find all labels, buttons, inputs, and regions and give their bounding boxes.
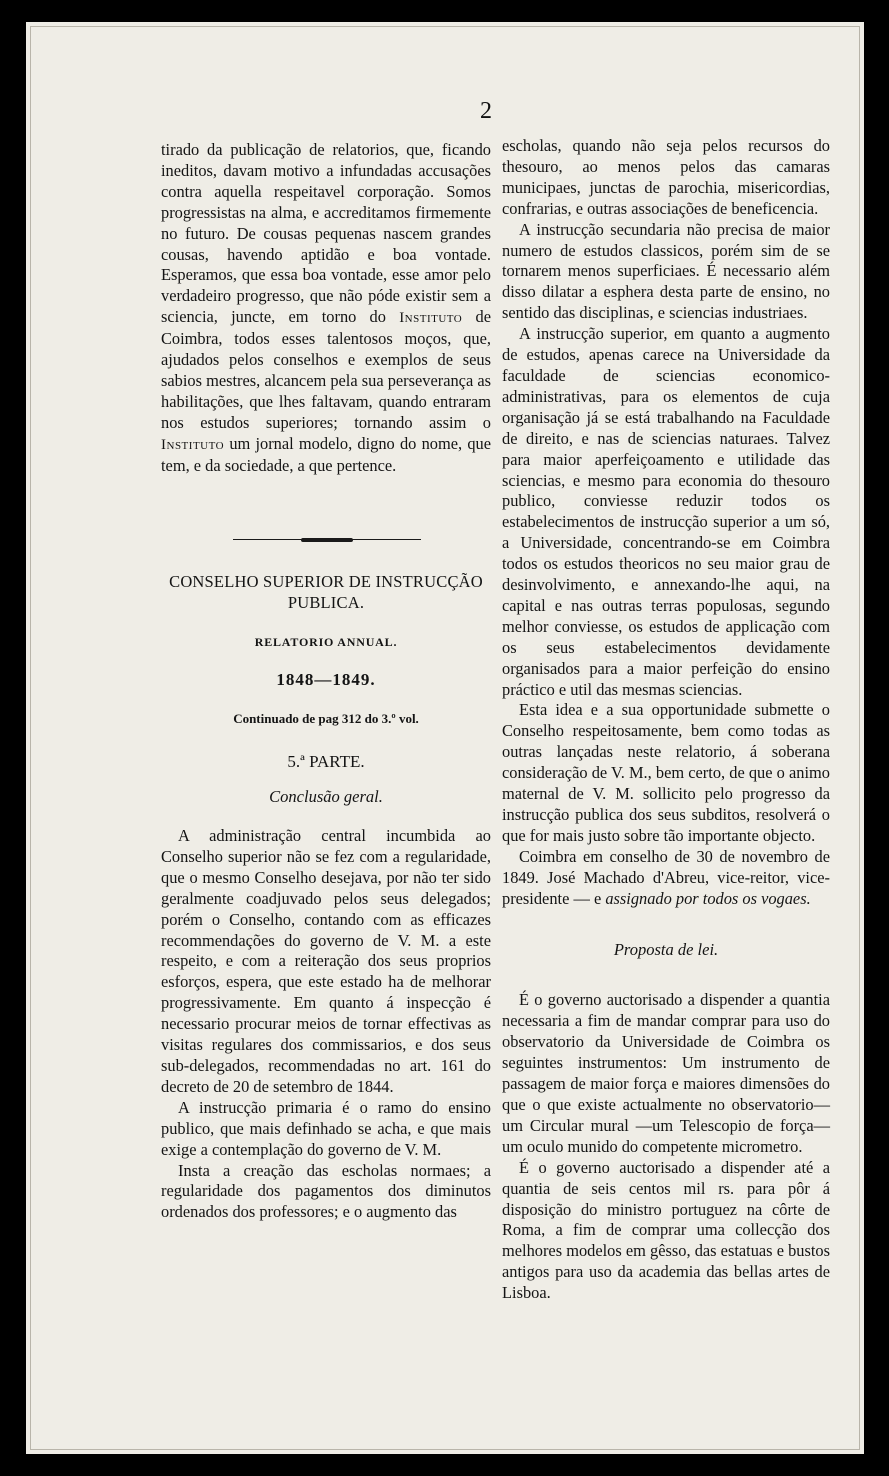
observatory-proposal: É o governo auctorisado a dispender a quantia necessaria a fim de mandar comprar para uso do observatorio da Universidade de Coimbra os seguintes instrumentos: Um instrumento de passagem de maior força e maiores dimensões do que o que existe actualmente no observatorio—um Circular mural —um Telescopio de força—um oculo munido do competente micrometro. — [502, 990, 830, 1156]
right-column — [502, 136, 830, 1304]
council-heading: CONSELHO SUPERIOR DE INSTRUCÇÃO PUBLICA. — [169, 571, 483, 612]
instituto-name: Instituto — [399, 310, 463, 327]
years-heading: 1848—1849. — [276, 670, 376, 690]
secondary-instruction-paragraph: A instrucção secundaria não precisa de maior numero de estudos classicos, porém sim de se tornarem menos superficiaes. É necessario além disso dilatar a esphera desta parte de ensino, no sentido das disciplinas, e sciencias industriaes. — [502, 219, 830, 323]
signature-note: assignado por todos os vogaes. — [605, 888, 811, 908]
submission-paragraph: Esta idea e a sua opportunidade submette o Conselho respeitosamente, bem como todas as outras lançadas neste relatorio, á soberana consideração de V. M., bem certo, de que o animo maternal de V. M. sollicito pelo progresso da instrucção publica dos seus subditos, resolverá o que for mais justo sobre tão importante objecto. — [502, 700, 830, 845]
part-heading: 5.ª PARTE. — [287, 752, 365, 772]
instituto-name: Instituto — [161, 436, 225, 453]
administration-paragraph: A administração central incumbida ao Conselho superior não se fez com a regularidade, que o mesmo Conselho desejava, por não ter sido geralmente coadjuvado pelos seus delegados; porém o Conselho, contando com as efficazes recommendações do governo de V. M. a este respeito, e com a reiteração dos seus proprios esforços, espera, que este estado ha de melhorar progressivamente. Em quanto á inspecção é necessario procurar meios de tornar effectivas as visitas regulares dos commissarios, e dos seus sub-delegados, recommendadas no art. 161 do decreto de 20 de setembro de 1844. — [161, 826, 491, 1096]
continuation-note: Continuado de pag 312 do 3.º vol. — [233, 711, 419, 727]
academy-proposal: É o governo auctorisado a dispender até a quantia de seis centos mil rs. para pôr á disposição do ministro portuguez na côrte de Roma, a fim de comprar uma collecção dos melhores modelos em gêsso, das estatuas e bustos antigos para uso da academia das bellas artes de Lisboa. — [502, 1157, 830, 1303]
proposal-heading: Proposta de lei. — [613, 939, 719, 959]
signature-paragraph: Coimbra em conselho de 30 de novembro de 1849. José Machado d'Abreu, vice-reitor, vice-presidente — e assignado por todos os vogaes. — [502, 846, 830, 908]
schools-paragraph: escholas, quando não seja pelos recursos do thesouro, ao menos pelos das camaras municipaes, junctas de parochia, misericordias, confrarias, e outras associações de beneficencia. — [502, 136, 830, 218]
conclusion-heading: Conclusão geral. — [269, 787, 383, 807]
normal-schools-paragraph: Insta a creação das escholas normaes; a regularidade dos pagamentos dos diminutos ordenados dos professores; e o augmento das — [161, 1160, 491, 1222]
intro-paragraph: tirado da publicação de relatorios, que, ficando ineditos, davam motivo a infundadas accusações contra aquella respeitavel corporação. Somos progressistas na alma, e accreditamos firmemente no futuro. De cousas pequenas nascem grandes cousas, havendo aptidão e boa vontade. Esperamos, que essa boa vontade, esse amor pelo verdadeiro progresso, que não póde existir sem a sciencia, juncte, em torno do Instituto de Coimbra, todos esses talentosos moços, que, ajudados pelos conselhos e exemplos de seus sabios mestres, alcancem pela sua perseverança as habilitações, que lhes faltavam, quando entraram nos estudos superiores; tornando assim o Instituto um jornal modelo, digno do nome, que tem, e da sociedade, a que pertence. — [161, 140, 491, 475]
left-column — [161, 140, 491, 1223]
report-heading: RELATORIO ANNUAL. — [254, 634, 398, 649]
document-page — [26, 22, 864, 1454]
primary-instruction-paragraph: A instrucção primaria é o ramo do ensino publico, que mais definhado se acha, e que mais exige a contemplação do governo de V. M. — [161, 1097, 491, 1159]
superior-instruction-paragraph: A instrucção superior, em quanto a augmento de estudos, apenas carece na Universidade da faculdade de sciencias economico-administrativas, para os elementos de cuja organisação já se está trabalhando na Faculdade de direito, e nas de sciencias naturaes. Talvez para maior aperfeiçoamento e utilidade das sciencias, e mesmo para economia do thesouro publico, conviesse reduzir todos os estabelecimentos de instrucção superior a um só, a Universidade, concentrando-se em Coimbra todos os estudos theoricos no seu maior grau de desinvolvimento, e annexando-lhe aqui, na capital e nas outras terras populosas, segundo melhor conviesse, os estudos de applicação com os seus estabelecimentos devidamente organisados para a maior perfeição do ensino práctico e util das mesmas sciencias. — [502, 324, 830, 699]
page-number: 2 — [480, 98, 493, 124]
section-divider — [161, 535, 491, 547]
